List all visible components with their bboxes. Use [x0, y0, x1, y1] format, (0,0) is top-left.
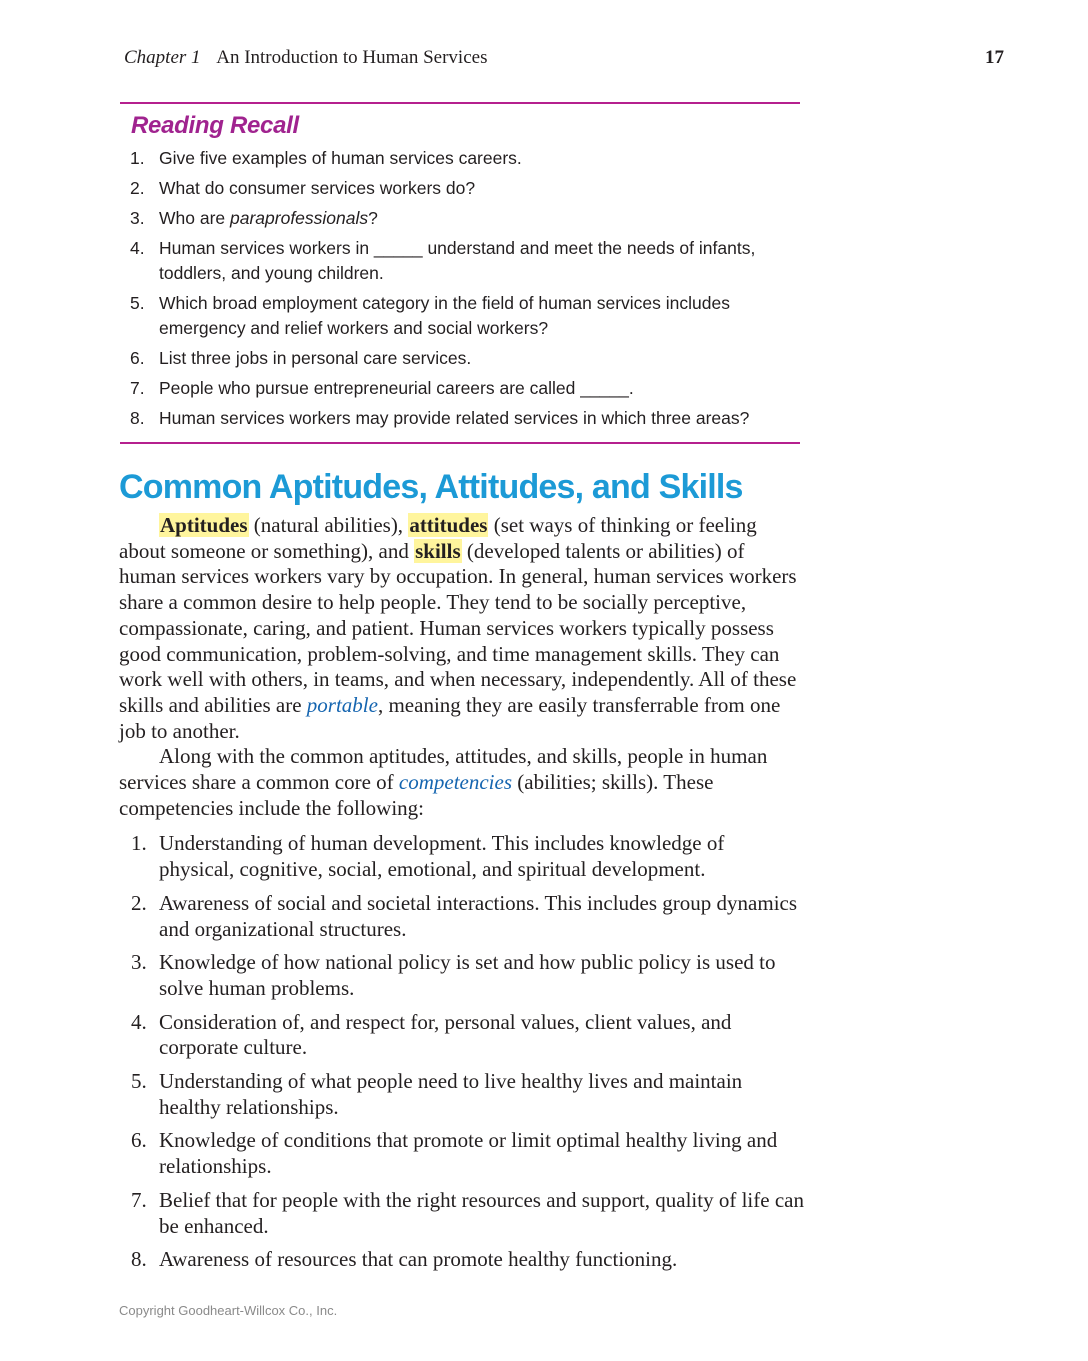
competency-item: [119, 1247, 804, 1273]
running-header: [124, 47, 1004, 69]
item-number: 2.: [131, 890, 147, 915]
question-number: 3.: [130, 208, 145, 228]
recall-question: [120, 346, 800, 371]
competency-item: [119, 950, 804, 1001]
recall-question: [120, 406, 800, 431]
chapter-label: Chapter 1: [124, 47, 201, 68]
item-number: 4.: [131, 1009, 147, 1034]
question-number: 4.: [130, 238, 145, 258]
recall-question-list: [120, 146, 800, 431]
question-number: 6.: [130, 348, 145, 368]
item-text: Knowledge of how national policy is set and how public policy is used to solve human problems.: [159, 950, 776, 1000]
question-number: 8.: [130, 408, 145, 428]
item-text: Consideration of, and respect for, personal values, client values, and corporate culture.: [159, 1009, 732, 1060]
competency-item: [119, 831, 804, 882]
key-term-aptitudes: Aptitudes: [160, 513, 248, 537]
text: (natural abilities),: [248, 513, 409, 537]
item-text: Awareness of social and societal interactions. This includes group dynamics and organizational structures.: [159, 890, 798, 941]
question-text: Human services workers may provide related services in which three areas?: [159, 408, 750, 428]
question-term: paraprofessionals: [230, 208, 369, 228]
competency-item: [119, 891, 804, 942]
item-text: Understanding of human development. This includes knowledge of physical, cognitive, social, emotional, and spiritual development.: [159, 831, 725, 882]
question-number: 7.: [130, 378, 145, 398]
competency-item: [119, 1128, 804, 1179]
question-number: 5.: [130, 293, 145, 313]
recall-question: [120, 376, 800, 401]
recall-question: [120, 146, 800, 171]
competencies-list: [119, 831, 804, 1273]
question-text: Who are: [159, 208, 230, 228]
recall-question: [120, 206, 800, 231]
section-body: [119, 513, 804, 1281]
question-text: List three jobs in personal care services.: [159, 348, 472, 368]
item-number: 3.: [131, 950, 147, 975]
question-text: Give five examples of human services careers.: [159, 148, 522, 168]
question-text: People who pursue entrepreneurial careers are called _____.: [159, 378, 634, 398]
text: (set ways of thinking or feeling about someone or something), and: [119, 513, 757, 563]
text: Along with the common aptitudes, attitudes, and skills, people in human services share a common core of: [119, 744, 768, 795]
competency-item: [119, 1069, 804, 1120]
key-term-attitudes: attitudes: [409, 513, 488, 537]
question-text: ?: [368, 208, 378, 228]
copyright-footer: Copyright Goodheart-Willcox Co., Inc.: [119, 1303, 338, 1318]
item-text: Understanding of what people need to live healthy lives and maintain healthy relationships.: [159, 1069, 743, 1119]
term-portable: portable: [306, 692, 378, 717]
item-text: Awareness of resources that can promote healthy functioning.: [159, 1247, 678, 1272]
item-text: Belief that for people with the right resources and support, quality of life can be enhanced.: [159, 1187, 804, 1238]
text: (abilities; skills). These competencies include the following:: [119, 770, 714, 820]
competency-item: [119, 1188, 804, 1239]
page-number: 17: [985, 47, 1004, 68]
text: , meaning they are easily transferrable from one job to another.: [119, 692, 781, 743]
term-competencies: competencies: [398, 770, 513, 795]
key-term-skills: skills: [415, 538, 461, 563]
paragraph-2: [119, 744, 804, 821]
reading-recall-box: [120, 102, 800, 444]
chapter-title: An Introduction to Human Services: [216, 47, 488, 68]
question-text: What do consumer services workers do?: [159, 178, 476, 198]
item-number: 1.: [131, 831, 147, 856]
question-text: Human services workers in _____ understand and meet the needs of infants, toddlers, and young children.: [159, 238, 756, 283]
item-text: Knowledge of conditions that promote or limit optimal healthy living and relationships.: [159, 1128, 778, 1179]
item-number: 8.: [131, 1247, 147, 1272]
item-number: 7.: [131, 1187, 147, 1212]
paragraph-1: [119, 513, 804, 744]
item-number: 5.: [131, 1069, 147, 1094]
recall-question: [120, 291, 800, 341]
text: (developed talents or abilities) of human services workers vary by occupation. In general, human services workers share a common desire to help people. They tend to be socially perceptive, compassionate, caring, and patient. Human services workers typically possess good communication, problem-solving, and time management skills. They can work well with others, in teams, and when necessary, independently. All of these skills and abilities are: [119, 538, 797, 717]
section-heading: Common Aptitudes, Attitudes, and Skills: [119, 468, 743, 506]
question-number: 1.: [130, 148, 145, 168]
reading-recall-title: Reading Recall: [131, 112, 299, 139]
question-number: 2.: [130, 178, 145, 198]
recall-question: [120, 176, 800, 201]
item-number: 6.: [131, 1128, 147, 1153]
recall-question: [120, 236, 800, 286]
question-text: Which broad employment category in the field of human services includes emergency and relief workers and social workers?: [159, 293, 730, 338]
competency-item: [119, 1010, 804, 1061]
